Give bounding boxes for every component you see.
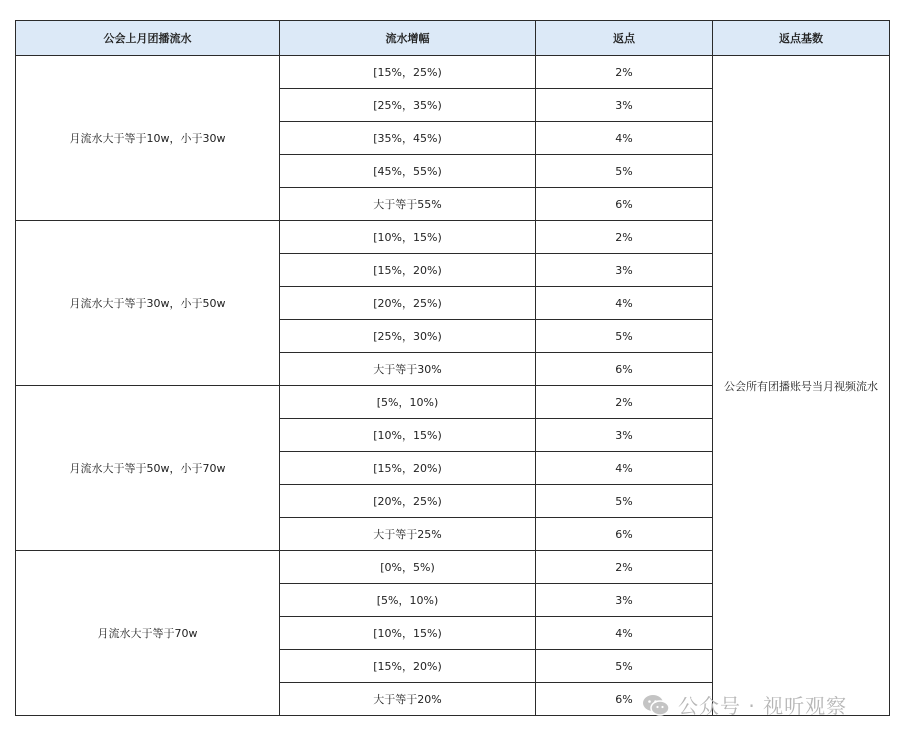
rebate-cell: 4% — [536, 617, 713, 650]
growth-cell: [15%，20%) — [280, 650, 536, 683]
wechat-icon — [642, 693, 670, 717]
rebate-cell: 6% — [536, 353, 713, 386]
rebate-cell: 6% — [536, 188, 713, 221]
growth-cell: [10%，15%) — [280, 419, 536, 452]
rebate-cell: 3% — [536, 254, 713, 287]
growth-cell: [45%，55%) — [280, 155, 536, 188]
growth-cell: [10%，15%) — [280, 617, 536, 650]
rebate-cell: 3% — [536, 584, 713, 617]
growth-cell: [10%，15%) — [280, 221, 536, 254]
header-rebate: 返点 — [536, 21, 713, 56]
growth-cell: [20%，25%) — [280, 287, 536, 320]
rebate-cell: 3% — [536, 419, 713, 452]
header-tier: 公会上月团播流水 — [16, 21, 280, 56]
rebate-cell: 5% — [536, 650, 713, 683]
growth-cell: [15%，20%) — [280, 254, 536, 287]
growth-cell: [15%，25%) — [280, 56, 536, 89]
table-header-row — [16, 21, 890, 56]
growth-cell: [15%，20%) — [280, 452, 536, 485]
tier-cell: 月流水大于等于30w，小于50w — [16, 221, 280, 386]
rebate-cell: 3% — [536, 89, 713, 122]
rebate-cell: 6% — [536, 683, 713, 716]
table-row — [16, 56, 890, 89]
rebate-cell: 4% — [536, 452, 713, 485]
rebate-cell: 5% — [536, 485, 713, 518]
watermark-text: 公众号 · 视听观察 — [678, 694, 848, 718]
rebate-cell: 4% — [536, 122, 713, 155]
growth-cell: [20%，25%) — [280, 485, 536, 518]
tier-cell: 月流水大于等于70w — [16, 551, 280, 716]
rebate-cell: 2% — [536, 56, 713, 89]
growth-cell: [0%，5%) — [280, 551, 536, 584]
growth-cell: 大于等于30% — [280, 353, 536, 386]
rebate-cell: 2% — [536, 221, 713, 254]
rebate-cell: 5% — [536, 320, 713, 353]
header-growth: 流水增幅 — [280, 21, 536, 56]
rebate-cell: 2% — [536, 551, 713, 584]
tier-cell: 月流水大于等于50w，小于70w — [16, 386, 280, 551]
header-base: 返点基数 — [713, 21, 890, 56]
watermark — [642, 690, 847, 719]
rebate-cell: 4% — [536, 287, 713, 320]
growth-cell: 大于等于20% — [280, 683, 536, 716]
growth-cell: 大于等于25% — [280, 518, 536, 551]
growth-cell: [25%，30%) — [280, 320, 536, 353]
growth-cell: [35%，45%) — [280, 122, 536, 155]
tier-cell: 月流水大于等于10w，小于30w — [16, 56, 280, 221]
rebate-cell: 6% — [536, 518, 713, 551]
growth-cell: [5%，10%) — [280, 584, 536, 617]
growth-cell: [5%，10%) — [280, 386, 536, 419]
growth-cell: [25%，35%) — [280, 89, 536, 122]
growth-cell: 大于等于55% — [280, 188, 536, 221]
rebate-cell: 5% — [536, 155, 713, 188]
rebate-table — [15, 20, 890, 716]
base-cell: 公会所有团播账号当月视频流水 — [713, 56, 890, 716]
rebate-cell: 2% — [536, 386, 713, 419]
